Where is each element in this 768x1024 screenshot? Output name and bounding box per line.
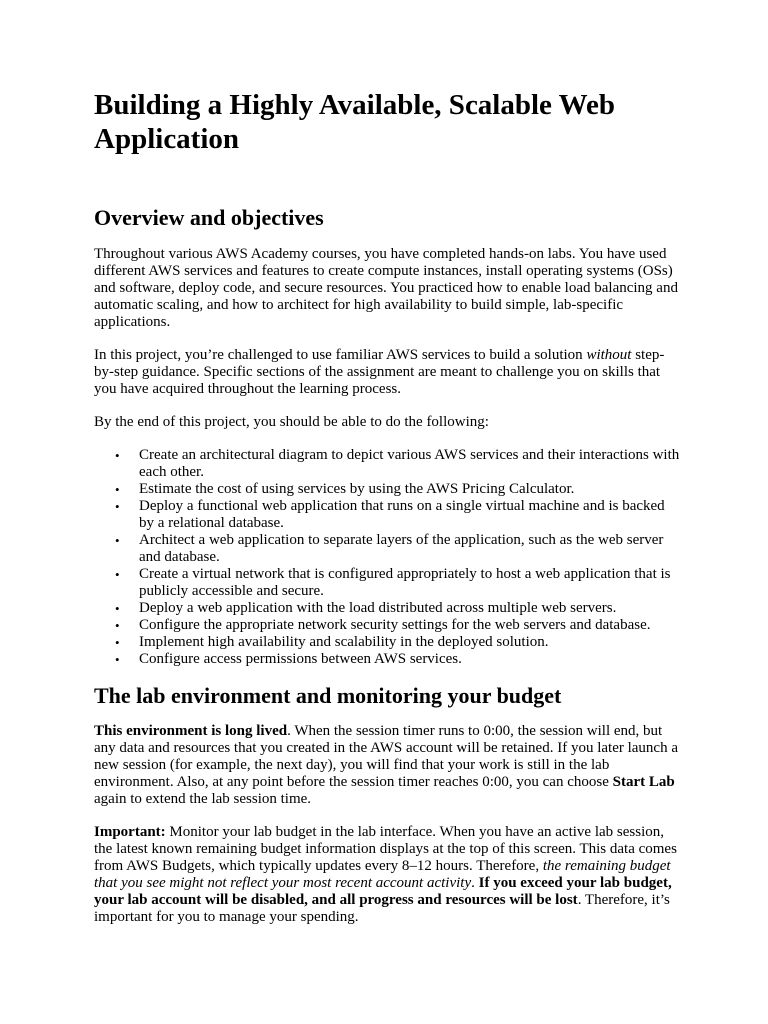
lab-paragraph-2-body: Monitor your lab budget in the lab interface. When you have an active lab session, the latest known remaining budget information displays at the top of this screen. This data comes from AWS Budgets, which typically updates every 8–12 hours. Therefore, xyxy=(94,824,677,874)
document-title: Building a Highly Available, Scalable Web Application xyxy=(94,89,616,155)
bullet-icon: • xyxy=(115,635,120,650)
start-lab-term: Start Lab xyxy=(612,774,675,790)
list-item-text: Configure access permissions between AWS services. xyxy=(139,651,462,667)
bullet-icon: • xyxy=(115,448,120,463)
objectives-list xyxy=(94,447,680,668)
list-item xyxy=(115,566,680,600)
lab-environment-heading: The lab environment and monitoring your budget xyxy=(94,683,562,708)
lab-paragraph-2-end: . Therefore, it’s important for you to manage your spending. xyxy=(94,892,670,925)
overview-paragraph-2 xyxy=(94,347,680,398)
list-item-text: Configure the appropriate network security settings for the web servers and database. xyxy=(139,617,651,633)
list-item xyxy=(115,481,680,498)
overview-paragraph-3: By the end of this project, you should be able to do the following: xyxy=(94,414,489,430)
list-item xyxy=(115,532,680,566)
list-item-text: Create a virtual network that is configured appropriately to host a web application that is publicly accessible and secure. xyxy=(139,566,671,599)
lab-paragraph-2 xyxy=(94,824,680,926)
overview-paragraph-1: Throughout various AWS Academy courses, you have completed hands-on labs. You have used different AWS services and features to create compute instances, install operating systems (OSs) and software, deploy code, and secure resources. You practiced how to enable load balancing and automatic scaling, and how to architect for high availability to build simple, lab-specific applications. xyxy=(94,246,678,330)
lab-paragraph-1-body: . When the session timer runs to 0:00, the session will end, but any data and resources that you created in the AWS account will be retained. If you later launch a new session (for example, the next day), you will find that your work is still in the lab environment. Also, at any point before the session timer reaches 0:00, you can choose xyxy=(94,723,678,790)
list-item xyxy=(115,617,680,634)
list-item-text: Estimate the cost of using services by using the AWS Pricing Calculator. xyxy=(139,481,575,497)
overview-heading: Overview and objectives xyxy=(94,205,324,230)
bullet-icon: • xyxy=(115,482,120,497)
bullet-icon: • xyxy=(115,499,120,514)
list-item xyxy=(115,498,680,532)
bullet-icon: • xyxy=(115,652,120,667)
overview-paragraph-2-end: step-by-step guidance. Specific sections of the assignment are meant to challenge you on skills that you have acquired throughout the learning process. xyxy=(94,347,665,397)
overview-paragraph-2-emphasis: without xyxy=(586,347,632,363)
bullet-icon: • xyxy=(115,533,120,548)
lab-paragraph-2-emphasis: the remaining budget that you see might not reflect your most recent account activity xyxy=(94,858,671,891)
list-item xyxy=(115,600,680,617)
bullet-icon: • xyxy=(115,601,120,616)
bullet-icon: • xyxy=(115,618,120,633)
important-label: Important: xyxy=(94,824,166,840)
list-item-text: Architect a web application to separate layers of the application, such as the web server and database. xyxy=(139,532,664,565)
list-item-text: Deploy a functional web application that runs on a single virtual machine and is backed by a relational database. xyxy=(139,498,665,531)
bullet-icon: • xyxy=(115,567,120,582)
budget-warning: If you exceed your lab budget, your lab account will be disabled, and all progress and resources will be lost xyxy=(94,875,672,908)
list-item xyxy=(115,447,680,481)
lab-paragraph-1 xyxy=(94,723,680,808)
lab-paragraph-1-end: again to extend the lab session time. xyxy=(94,791,312,807)
overview-paragraph-2-start: In this project, you’re challenged to use familiar AWS services to build a solution xyxy=(94,347,587,363)
lab-paragraph-1-lead: This environment is long lived xyxy=(94,723,288,739)
list-item xyxy=(115,651,680,668)
list-item-text: Create an architectural diagram to depict various AWS services and their interactions with each other. xyxy=(139,447,680,480)
list-item-text: Implement high availability and scalability in the deployed solution. xyxy=(139,634,549,650)
list-item xyxy=(115,634,680,651)
lab-paragraph-2-period: . xyxy=(471,875,479,891)
list-item-text: Deploy a web application with the load distributed across multiple web servers. xyxy=(139,600,617,616)
